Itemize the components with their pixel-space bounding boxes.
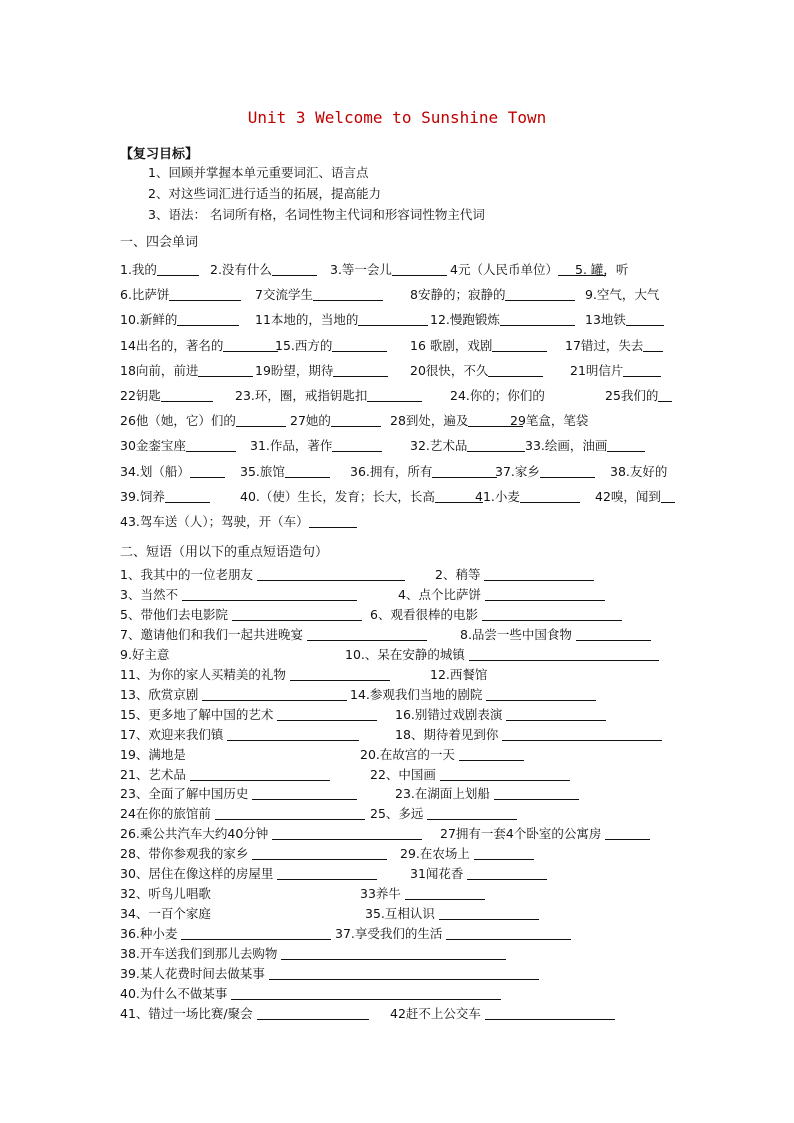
answer-blank[interactable] [506,706,606,721]
answer-blank[interactable] [257,1005,369,1020]
phrase-label: 22、中国画 [370,766,436,782]
phrase-item [120,785,357,803]
vocab-item [120,436,236,456]
vocab-item-label: 29笔盒，笔袋 [510,413,589,429]
answer-blank[interactable] [332,337,387,352]
phrase-item [120,805,365,823]
answer-blank[interactable] [432,463,497,478]
vocab-line [120,512,676,532]
answer-blank[interactable] [623,362,661,377]
answer-blank[interactable] [161,387,213,402]
answer-blank[interactable] [332,437,382,452]
vocab-item-label: 42嗅，闻到 [595,488,661,504]
vocab-line [120,361,676,381]
vocab-item [120,386,213,406]
phrase-label: 3、当然不 [120,586,178,602]
vocab-line [120,411,676,431]
phrase-line [120,805,680,823]
phrase-item [398,586,605,604]
phrase-label: 34、一百个家庭 [120,906,211,922]
answer-blank[interactable] [626,311,664,326]
phrase-label: 18、期待着见到你 [395,726,499,742]
answer-blank[interactable] [500,311,575,326]
phrase-item [370,766,570,784]
phrase-line [120,606,680,624]
answer-blank[interactable] [236,412,286,427]
answer-blank[interactable] [252,845,387,860]
phrase-line [120,626,680,644]
phrase-item [395,706,606,724]
vocab-item [525,436,645,456]
phrase-line [120,766,680,784]
vocab-item [120,336,278,356]
answer-blank[interactable] [658,387,672,402]
vocab-item-label: 4元（人民币单位） [450,262,558,277]
phrase-item [120,845,387,863]
phrase-label: 26.乘公共汽车大约40分钟 [120,826,269,842]
vocab-item-label: 13地铁 [585,312,626,328]
phrase-label: 38.开车送我们到那儿去购物 [120,946,278,962]
phrase-label: 27拥有一套4个卧室的公寓房 [440,826,602,842]
phrase-label: 25、多远 [370,806,424,822]
answer-blank[interactable] [277,706,377,721]
phrase-item [120,885,211,903]
vocab-item [120,512,357,532]
answer-blank[interactable] [485,1005,615,1020]
review-heading: 【复习目标】 [120,147,199,162]
phrase-label: 6、观看很棒的电影 [370,606,478,622]
phrase-item [440,825,650,843]
answer-blank[interactable] [576,626,651,641]
phrase-label: 7、邀请他们和我们一起共进晚宴 [120,626,303,642]
phrase-item [335,925,571,943]
vocab-item [595,487,675,507]
vocab-line [120,487,676,507]
phrase-line [120,726,680,744]
phrase-item [370,606,622,624]
vocab-item-label: 39.饲养 [120,488,165,504]
vocab-item [255,310,428,330]
answer-blank[interactable] [494,785,579,800]
phrase-item [120,965,539,983]
objective-3: 3、语法： 名词所有格，名词性物主代词和形容词性物主代词 [148,207,485,222]
phrase-label: 39.某人花费时间去做某事 [120,966,265,981]
phrase-item [120,925,331,943]
vocab-item-label: 31.作品，著作 [250,438,333,454]
vocab-item-label: 43.驾车送（人）；驾驶，开（车） [120,514,309,529]
vocab-item-label: 10.新鲜的 [120,312,178,328]
vocab-item [390,411,523,431]
answer-blank[interactable] [333,362,388,377]
vocab-item [410,436,525,456]
answer-blank[interactable] [231,985,501,1000]
vocab-item [240,462,330,482]
vocab-item-label: 25我们的 [605,388,659,403]
answer-blank[interactable] [277,865,377,880]
answer-blank[interactable] [467,437,525,452]
vocab-item-label: 38.友好的 [610,463,668,479]
vocab-item-label: 14出名的，著名的 [120,337,224,353]
vocab-item-label: 2.没有什么 [210,262,272,277]
phrase-label: 40.为什么不做某事 [120,985,228,1001]
vocab-item [570,361,661,381]
phrase-label: 30、居住在像这样的房屋里 [120,866,274,882]
answer-blank[interactable] [202,686,347,701]
vocab-item [585,310,664,330]
phrase-item [120,726,359,744]
answer-blank[interactable] [198,362,253,377]
phrase-label: 17、欢迎来我们镇 [120,726,224,742]
answer-blank[interactable] [281,945,506,960]
phrase-item [120,825,422,843]
phrase-item [370,805,517,823]
phrase-label: 10.、呆在安静的城镇 [345,646,465,662]
answer-blank[interactable] [313,286,383,301]
vocab-item [450,386,545,406]
answer-blank[interactable] [223,337,278,352]
phrase-item [365,905,539,923]
answer-blank[interactable] [474,845,534,860]
vocab-item-label: 27她的 [290,413,331,429]
page-title: Unit 3 Welcome to Sunshine Town [247,108,547,127]
vocab-item-label: 1.我的 [120,262,157,277]
vocab-item [410,285,575,305]
answer-blank[interactable] [427,805,517,820]
phrase-line [120,686,680,704]
answer-blank[interactable] [605,825,650,840]
phrase-label: 32、听鸟儿唱歌 [120,886,211,902]
answer-blank[interactable] [290,666,390,681]
vocab-item-label: 16 歌剧，戏剧 [410,337,493,353]
vocab-item-label: 20很快，不久 [410,362,489,378]
vocab-item-label: 6.比萨饼 [120,287,170,303]
vocab-item [610,462,667,482]
answer-blank[interactable] [484,566,594,581]
answer-blank[interactable] [482,606,622,621]
phrase-label: 35.互相认识 [365,906,435,922]
vocab-item-label: 7交流学生 [255,287,313,303]
answer-blank[interactable] [309,513,357,528]
vocab-item-label: 41.小麦 [475,488,520,504]
answer-blank[interactable] [269,965,539,980]
vocab-item-label: 18向前，前进 [120,362,199,378]
answer-blank[interactable] [405,885,485,900]
phrase-label: 23、全面了解中国历史 [120,786,249,802]
answer-blank[interactable] [190,766,330,781]
answer-blank[interactable] [257,566,405,581]
phrase-item [460,626,651,644]
phrase-label: 28、带你参观我的家乡 [120,846,249,862]
answer-blank[interactable] [540,463,595,478]
vocab-line [120,336,676,356]
phrase-item [120,865,377,883]
phrase-label: 42赶不上公交车 [390,1005,481,1021]
phrase-item [120,905,211,923]
vocab-line [120,386,676,406]
phrase-item [400,845,534,863]
answer-blank[interactable] [285,463,330,478]
phrase-line [120,905,680,923]
vocab-item [430,310,575,330]
vocab-item-label: 34.划（船） [120,463,190,479]
answer-blank[interactable] [227,726,359,741]
phrase-item [120,945,506,963]
phrase-label: 14.参观我们当地的剧院 [350,686,483,702]
objective-1: 1、回顾并掌握本单元重要词汇、语言点 [148,165,369,180]
vocab-item-label: 19盼望，期待 [255,362,334,378]
phrase-line [120,965,680,983]
vocab-item [410,336,547,356]
vocab-item-label: 12.慢跑锻炼 [430,312,500,328]
answer-blank[interactable] [307,626,427,641]
phrase-item [120,626,427,644]
vocab-item-label: 8安静的；寂静的 [410,287,506,303]
vocab-item-label: 32.艺术品 [410,438,468,454]
answer-blank[interactable] [502,726,662,741]
answer-blank[interactable] [252,785,357,800]
vocab-item [120,260,199,280]
phrase-item [120,706,377,724]
phrase-item [435,566,594,584]
vocab-item [510,411,588,431]
phrase-label: 41、错过一场比赛/聚会 [120,1005,253,1021]
answer-blank[interactable] [607,437,645,452]
vocab-item [475,487,580,507]
vocab-item [565,336,663,356]
answer-blank[interactable] [505,286,575,301]
answer-blank[interactable] [486,686,596,701]
phrase-item [120,746,186,764]
phrase-line [120,825,680,843]
vocab-item [290,411,381,431]
answer-blank[interactable] [469,646,659,661]
phrase-label: 15、更多地了解中国的艺术 [120,706,274,722]
answer-blank[interactable] [272,825,422,840]
phrase-line [120,845,680,863]
phrase-label: 13、欣赏京剧 [120,686,199,702]
section-vocab-title: 一、四会单词 [120,235,199,250]
phrase-item [390,1005,615,1023]
phrase-line [120,925,680,943]
answer-blank[interactable] [232,606,362,621]
phrase-line [120,666,680,684]
answer-blank[interactable] [520,488,580,503]
vocab-item [235,386,422,406]
phrase-item [410,865,547,883]
phrase-item [120,985,501,1003]
vocab-item-label: 11本地的，当地的 [255,312,359,328]
phrase-line [120,566,680,584]
answer-blank[interactable] [272,261,317,276]
vocab-line [120,310,676,330]
vocab-item [585,285,659,305]
vocab-item-label: 30金銮宝座 [120,438,186,454]
phrase-label: 23.在湖面上划船 [395,786,490,802]
phrase-item [120,566,405,584]
vocab-item-label: 28到处，遍及 [390,413,469,429]
phrase-line [120,706,680,724]
answer-blank[interactable] [181,925,331,940]
vocab-item-label: 40.（使）生长，发育；长大，长高 [240,488,435,504]
phrase-item [430,666,487,684]
phrase-label: 2、稍等 [435,567,481,582]
vocab-item [330,260,447,280]
vocab-item [120,285,241,305]
phrase-label: 29.在农场上 [400,846,470,862]
answer-blank[interactable] [467,865,547,880]
phrase-line [120,646,680,664]
phrase-item [360,885,485,903]
phrase-label: 16.别错过戏剧表演 [395,706,503,722]
vocab-item [120,411,286,431]
phrase-label: 21、艺术品 [120,766,186,782]
phrase-item [395,785,579,803]
phrase-line [120,746,680,764]
vocab-item [210,260,317,280]
vocab-item [240,487,483,507]
vocab-item-label: 5. 罐，听 [575,262,629,277]
phrase-item [120,1005,369,1023]
answer-blank[interactable] [440,766,570,781]
answer-blank[interactable] [182,586,357,601]
vocab-item [120,487,210,507]
phrase-item [120,766,330,784]
vocab-item [575,260,628,280]
vocab-item [120,361,253,381]
phrase-line [120,945,680,963]
phrase-label: 33养牛 [360,886,401,902]
phrase-item [120,606,362,624]
answer-blank[interactable] [488,362,543,377]
phrase-item [120,586,357,604]
answer-blank[interactable] [485,586,605,601]
phrase-line [120,586,680,604]
phrase-item [120,646,169,664]
answer-blank[interactable] [165,488,210,503]
phrase-label: 20.在故宫的一天 [360,746,455,762]
answer-blank[interactable] [661,488,675,503]
vocab-item [250,436,382,456]
vocab-item [120,310,239,330]
vocab-line [120,285,676,305]
phrase-label: 11、为你的家人买精美的礼物 [120,666,286,682]
answer-blank[interactable] [215,805,365,820]
vocab-item [410,361,543,381]
phrase-label: 24在你的旅馆前 [120,806,211,822]
phrase-label: 8.品尝一些中国食物 [460,626,572,642]
answer-blank[interactable] [190,463,225,478]
vocab-item-label: 37.家乡 [495,463,540,479]
phrase-line [120,785,680,803]
vocab-item-label: 9.空气，大气 [585,287,660,303]
vocab-line [120,436,676,456]
answer-blank[interactable] [331,412,381,427]
vocab-item [350,462,497,482]
objective-2: 2、对这些词汇进行适当的拓展，提高能力 [148,186,381,201]
answer-blank[interactable] [358,311,428,326]
phrase-label: 5、带他们去电影院 [120,606,228,622]
vocab-item [495,462,595,482]
vocab-item [605,386,672,406]
answer-blank[interactable] [459,746,524,761]
phrase-label: 36.种小麦 [120,926,178,942]
phrase-item [360,746,524,764]
phrase-line [120,885,680,903]
phrase-item [345,646,659,664]
answer-blank[interactable] [492,337,547,352]
phrase-item [120,686,347,704]
phrase-label: 19、满地是 [120,746,186,762]
vocab-item [275,336,387,356]
answer-blank[interactable] [439,905,539,920]
vocab-item-label: 17错过，失去 [565,337,644,353]
vocab-item-label: 26他（她，它）们的 [120,413,236,429]
vocab-item-label: 3.等一会儿 [330,262,392,277]
phrase-label: 31闻花香 [410,866,464,882]
vocab-item-label: 22钥匙 [120,388,161,403]
answer-blank[interactable] [169,286,241,301]
phrase-label: 1、我其中的一位老朋友 [120,567,253,582]
phrase-label: 37.享受我们的生活 [335,926,443,942]
section-phrases-title: 二、短语（用以下的重点短语造句） [120,545,329,560]
vocab-item [120,462,225,482]
answer-blank[interactable] [157,261,199,276]
phrase-item [395,726,662,744]
vocab-item-label: 21明信片 [570,362,624,378]
phrase-item [350,686,596,704]
vocab-item-label: 35.旅馆 [240,463,285,479]
vocab-item [255,285,383,305]
answer-blank[interactable] [367,387,422,402]
vocab-item-label: 36.拥有，所有 [350,463,433,479]
vocab-item-label: 23.环，圈，戒指钥匙扣 [235,388,368,403]
phrase-label: 9.好主意 [120,646,170,662]
vocab-item-label: 24.你的；你们的 [450,388,545,403]
vocab-item [255,361,388,381]
vocab-item-label: 33.绘画，油画 [525,438,608,454]
answer-blank[interactable] [446,925,571,940]
vocab-line [120,260,676,280]
answer-blank[interactable] [177,311,239,326]
answer-blank[interactable] [392,261,447,276]
vocab-item-label: 15.西方的 [275,337,333,353]
phrase-label: 4、点个比萨饼 [398,586,481,602]
answer-blank[interactable] [186,437,236,452]
phrase-line [120,865,680,883]
phrase-line [120,1005,680,1023]
phrase-line [120,985,680,1003]
phrase-item [120,666,390,684]
phrase-label: 12.西餐馆 [430,666,488,682]
answer-blank[interactable] [643,337,663,352]
vocab-line [120,462,676,482]
